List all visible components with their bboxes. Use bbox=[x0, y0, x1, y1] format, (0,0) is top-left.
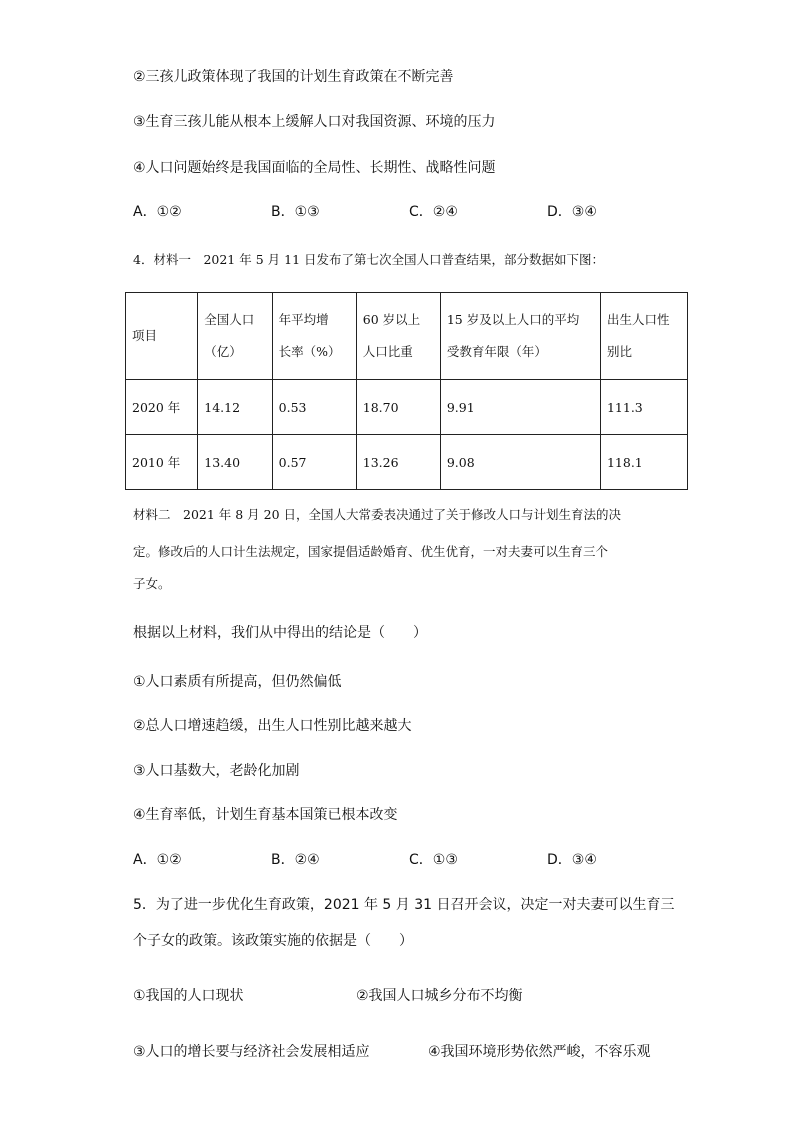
q3-item-4: ④人口问题始终是我国面临的全局性、长期性、战略性问题 bbox=[133, 160, 496, 176]
table-cell: 2020 年 bbox=[126, 380, 198, 435]
table-header-cell: 15 岁及以上人口的平均 受教育年限（年） bbox=[440, 293, 600, 380]
q4-option-d[interactable]: D．③④ bbox=[547, 852, 597, 868]
q4-material2-line1: 材料二 2021 年 8 月 20 日，全国人大常委表决通过了关于修改人口与计划生育法的决 bbox=[133, 507, 622, 522]
table-cell: 13.40 bbox=[198, 435, 272, 490]
table-cell: 111.3 bbox=[600, 380, 687, 435]
table-cell: 0.53 bbox=[272, 380, 356, 435]
table-cell: 9.08 bbox=[440, 435, 600, 490]
q4-item-2: ②总人口增速趋缓，出生人口性别比越来越大 bbox=[133, 718, 412, 734]
q4-option-a[interactable]: A．①② bbox=[133, 852, 182, 868]
q4-item-1: ①人口素质有所提高，但仍然偏低 bbox=[133, 674, 342, 690]
table-header-cell: 年平均增 长率（%） bbox=[272, 293, 356, 380]
table-cell: 2010 年 bbox=[126, 435, 198, 490]
q5-item-4: ④我国环境形势依然严峻，不容乐观 bbox=[428, 1044, 651, 1060]
table-cell: 14.12 bbox=[198, 380, 272, 435]
q3-item-3: ③生育三孩儿能从根本上缓解人口对我国资源、环境的压力 bbox=[133, 114, 496, 130]
q3-item-2: ②三孩儿政策体现了我国的计划生育政策在不断完善 bbox=[133, 69, 454, 85]
table-header-cell: 全国人口 （亿） bbox=[198, 293, 272, 380]
q4-material2-line2: 定。修改后的人口计生法规定，国家提倡适龄婚育、优生优育，一对夫妻可以生育三个 bbox=[133, 544, 609, 559]
table-header-cell: 60 岁以上 人口比重 bbox=[356, 293, 440, 380]
q4-material2-line3: 子女。 bbox=[133, 576, 171, 591]
q4-item-3: ③人口基数大，老龄化加剧 bbox=[133, 763, 300, 779]
q3-option-a[interactable]: A．①② bbox=[133, 204, 182, 220]
q4-option-b[interactable]: B．②④ bbox=[271, 852, 320, 868]
q4-question: 根据以上材料，我们从中得出的结论是（ ） bbox=[133, 625, 427, 641]
table-row bbox=[126, 380, 688, 435]
table-cell: 0.57 bbox=[272, 435, 356, 490]
table-cell: 118.1 bbox=[600, 435, 687, 490]
q5-item-1: ①我国的人口现状 bbox=[133, 988, 244, 1004]
q3-option-d[interactable]: D．③④ bbox=[547, 204, 597, 220]
q4-stem: 4．材料一 2021 年 5 月 11 日发布了第七次全国人口普查结果，部分数据如下图： bbox=[133, 252, 604, 267]
table-cell: 9.91 bbox=[440, 380, 600, 435]
q5-item-2: ②我国人口城乡分布不均衡 bbox=[356, 988, 523, 1004]
q5-stem-line1: 5．为了进一步优化生育政策，2021 年 5 月 31 日召开会议，决定一对夫妻可以生育三 bbox=[133, 897, 675, 913]
table-header-row bbox=[126, 293, 688, 380]
q3-option-c[interactable]: C．②④ bbox=[409, 204, 458, 220]
table-header-cell: 出生人口性 别比 bbox=[600, 293, 687, 380]
table-row bbox=[126, 435, 688, 490]
census-table bbox=[125, 292, 688, 490]
q4-option-c[interactable]: C．①③ bbox=[409, 852, 458, 868]
table-cell: 13.26 bbox=[356, 435, 440, 490]
q5-stem-line2: 个子女的政策。该政策实施的依据是（ ） bbox=[133, 933, 413, 949]
q3-option-b[interactable]: B．①③ bbox=[271, 204, 320, 220]
table-cell: 18.70 bbox=[356, 380, 440, 435]
q4-item-4: ④生育率低，计划生育基本国策已根本改变 bbox=[133, 807, 398, 823]
table-header-cell: 项目 bbox=[126, 293, 198, 380]
q5-item-3: ③人口的增长要与经济社会发展相适应 bbox=[133, 1044, 370, 1060]
